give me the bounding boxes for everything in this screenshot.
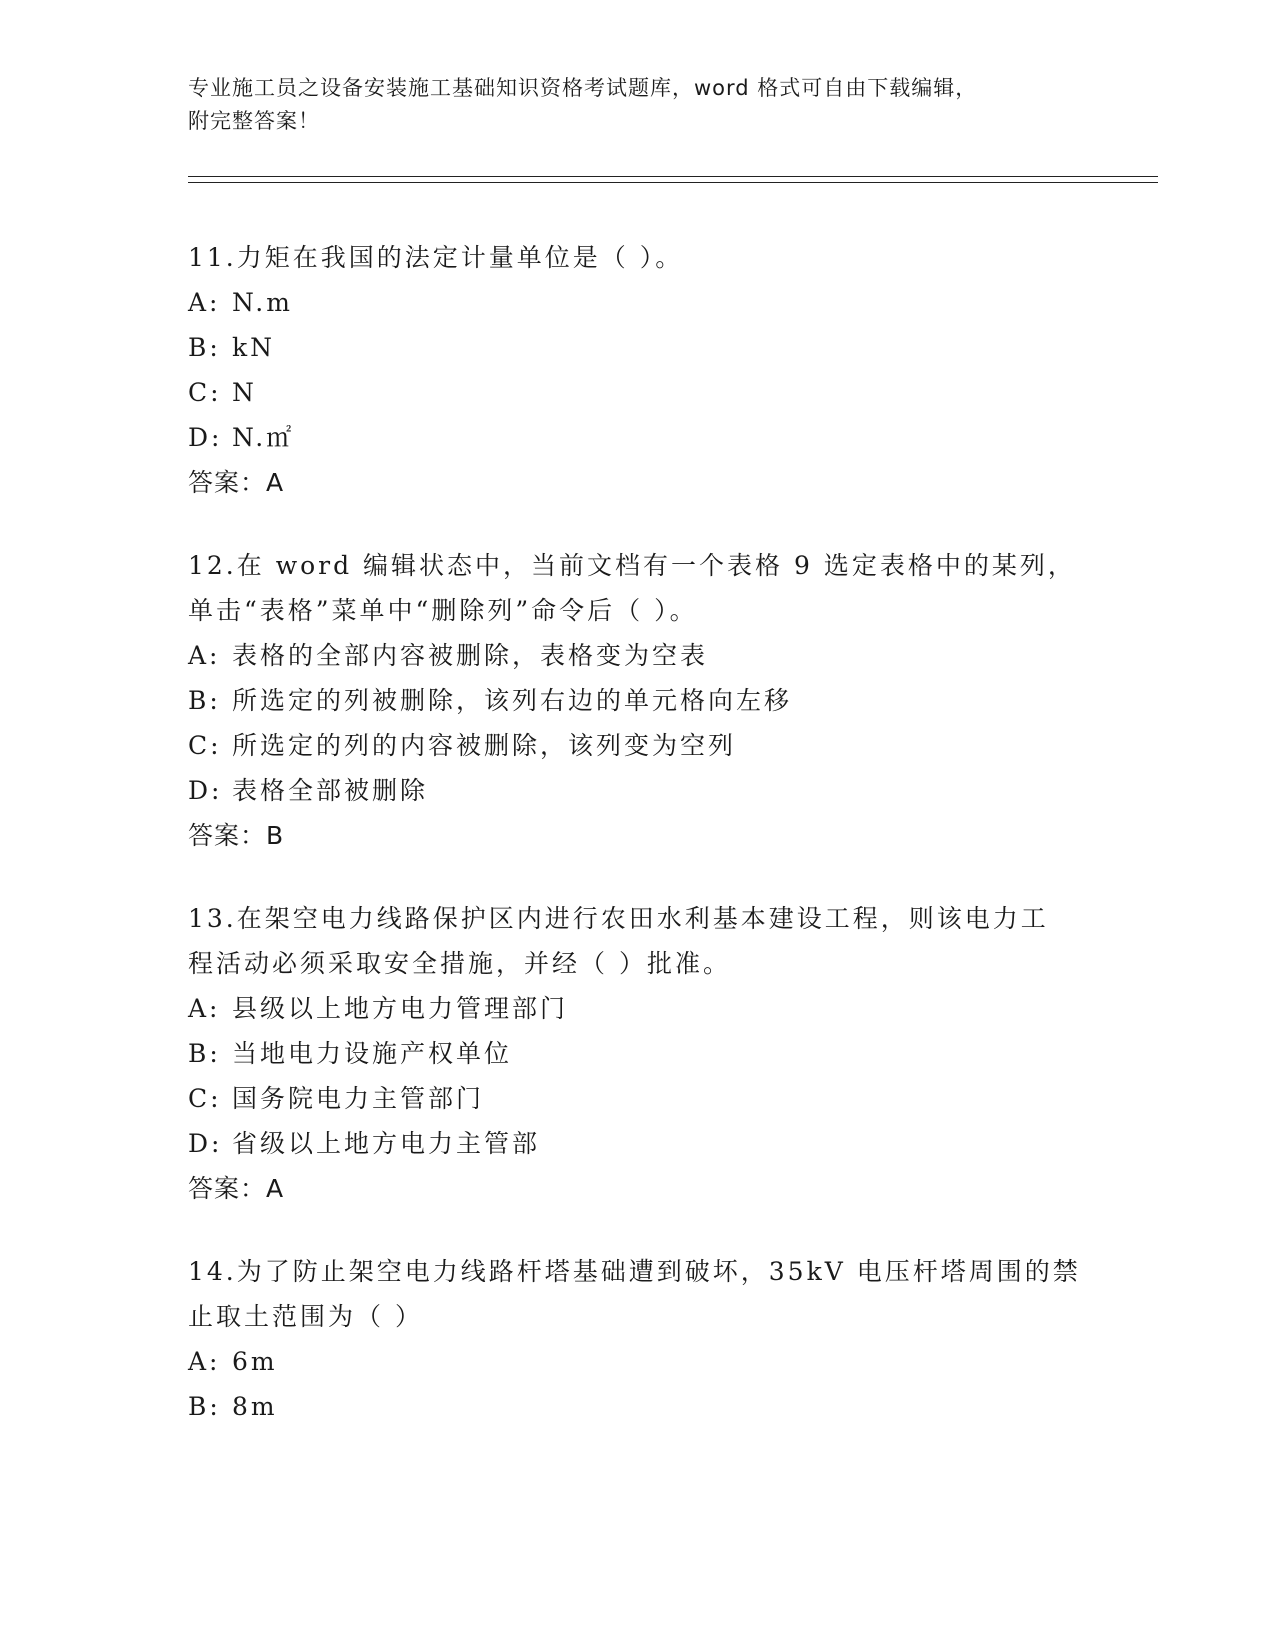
option-letter: D:: [188, 1129, 223, 1158]
option-text: N.m: [232, 288, 293, 317]
header-line-1: 专业施工员之设备安装施工基础知识资格考试题库，word 格式可自由下载编辑，: [188, 76, 978, 100]
question-option: [188, 1384, 1088, 1429]
question-option: [188, 768, 1088, 813]
answer-line: 答案：B: [188, 821, 285, 850]
question-stem-line: 14.为了防止架空电力线路杆塔基础遭到破坏，35kV 电压杆塔周围的禁: [188, 1257, 1081, 1286]
option-letter: A:: [188, 994, 221, 1023]
option-letter: C:: [188, 731, 222, 760]
question-block: [188, 896, 1088, 1211]
option-letter: D:: [188, 423, 223, 452]
header-line-2: 附完整答案！: [188, 109, 320, 133]
question-block: [188, 235, 1088, 505]
option-text: 8m: [232, 1392, 278, 1421]
option-letter: B:: [188, 333, 221, 362]
question-option: [188, 1076, 1088, 1121]
question-option: [188, 1121, 1088, 1166]
option-text: 6m: [232, 1347, 278, 1376]
header-divider-bottom: [188, 182, 1158, 183]
question-option: [188, 280, 1088, 325]
option-text: 国务院电力主管部门: [232, 1084, 485, 1113]
question-stem-line: 12.在 word 编辑状态中，当前文档有一个表格 9 选定表格中的某列，: [188, 551, 1076, 580]
option-letter: C:: [188, 1084, 222, 1113]
option-letter: A:: [188, 288, 221, 317]
question-option: [188, 678, 1088, 723]
header-divider-top: [188, 176, 1158, 177]
option-text: 表格的全部内容被删除，表格变为空表: [232, 641, 709, 670]
question-option: [188, 986, 1088, 1031]
question-option: [188, 370, 1088, 415]
question-list: [188, 235, 1088, 1467]
question-option: [188, 415, 1088, 460]
question-option: [188, 325, 1088, 370]
option-letter: B:: [188, 686, 221, 715]
option-text: 所选定的列的内容被删除，该列变为空列: [232, 731, 737, 760]
option-text: N.㎡: [232, 423, 295, 452]
option-text: 县级以上地方电力管理部门: [232, 994, 569, 1023]
option-letter: D:: [188, 776, 223, 805]
question-option: [188, 723, 1088, 768]
option-letter: C:: [188, 378, 222, 407]
option-letter: B:: [188, 1392, 221, 1421]
question-stem-line: 单击“表格”菜单中“删除列”命令后（ ）。: [188, 596, 698, 625]
answer-line: 答案：A: [188, 1174, 285, 1203]
question-stem-line: 止取土范围为（ ）: [188, 1302, 423, 1331]
question-option: [188, 1339, 1088, 1384]
question-stem-line: 程活动必须采取安全措施，并经（ ）批准。: [188, 949, 731, 978]
option-letter: A:: [188, 1347, 221, 1376]
answer-line: 答案：A: [188, 468, 285, 497]
question-block: [188, 1249, 1088, 1429]
document-header: [188, 72, 1068, 138]
option-text: 所选定的列被删除，该列右边的单元格向左移: [232, 686, 793, 715]
option-text: kN: [232, 333, 276, 362]
question-block: [188, 543, 1088, 858]
question-option: [188, 633, 1088, 678]
option-text: 当地电力设施产权单位: [232, 1039, 513, 1068]
question-stem-line: 13.在架空电力线路保护区内进行农田水利基本建设工程，则该电力工: [188, 904, 1049, 933]
option-text: 省级以上地方电力主管部: [232, 1129, 541, 1158]
question-option: [188, 1031, 1088, 1076]
option-text: 表格全部被删除: [232, 776, 429, 805]
question-stem-line: 11.力矩在我国的法定计量单位是（ ）。: [188, 243, 684, 272]
option-letter: A:: [188, 641, 221, 670]
option-text: N: [232, 378, 257, 407]
option-letter: B:: [188, 1039, 221, 1068]
